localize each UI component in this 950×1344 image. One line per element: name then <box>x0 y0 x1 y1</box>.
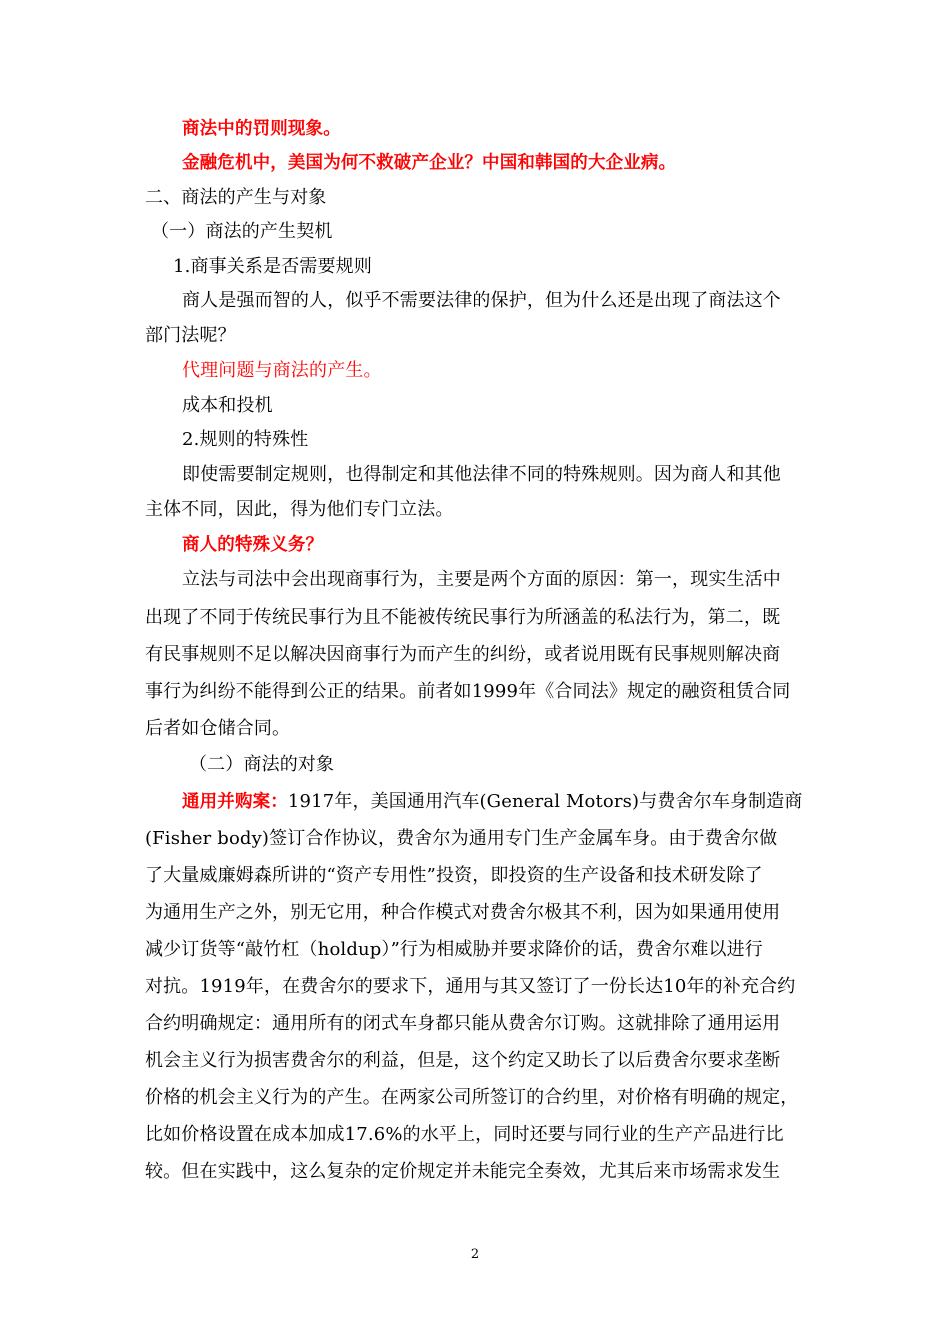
paragraph-line: 合约明确规定：通用所有的闭式车身都只能从费舍尔订购。这就排除了通用运用 <box>145 1013 781 1034</box>
paragraph-line: 机会主义行为损害费舍尔的利益，但是，这个约定又助长了以后费舍尔要求垄断 <box>145 1050 781 1071</box>
paragraph-line: 即使需要制定规则，也得制定和其他法律不同的特殊规则。因为商人和其他 <box>182 464 781 485</box>
page-number: 2 <box>470 1247 480 1262</box>
paragraph-line: 较。但在实践中，这么复杂的定价规定并未能完全奏效，尤其后来市场需求发生 <box>145 1161 781 1182</box>
paragraph-line: 对抗。1919年，在费舍尔的要求下，通用与其又签订了一份长达10年的补充合约 <box>145 976 796 997</box>
note-agency-problem: 代理问题与商法的产生。 <box>182 360 382 381</box>
paragraph-line: 出现了不同于传统民事行为且不能被传统民事行为所涵盖的私法行为，第二，既 <box>145 607 781 628</box>
paragraph-line: 减少订货等“敲竹杠（holdup）”行为相威胁并要求降价的话，费舍尔难以进行 <box>145 939 763 960</box>
paragraph-line: 事行为纠纷不能得到公正的结果。前者如1999年《合同法》规定的融资租赁合同 <box>145 681 791 702</box>
paragraph-line: (Fisher body)签订合作协议，费舍尔为通用专门生产金属车身。由于费舍尔做 <box>145 828 778 849</box>
paragraph-line: 价格的机会主义行为的产生。在两家公司所签订的合约里，对价格有明确的规定， <box>145 1087 799 1108</box>
case-title: 通用并购案： <box>182 792 288 812</box>
paragraph-line: 了大量威廉姆森所讲的“资产专用性”投资，即投资的生产设备和技术研发除了 <box>145 865 763 886</box>
paragraph-line: 成本和投机 <box>182 395 273 416</box>
note-merchant-duties: 商人的特殊义务？ <box>182 535 324 555</box>
paragraph-line: 立法与司法中会出现商事行为，主要是两个方面的原因：第一，现实生活中 <box>182 569 781 590</box>
note-financial-crisis: 金融危机中，美国为何不救破产企业？中国和韩国的大企业病。 <box>182 153 677 173</box>
point-heading: 2.规则的特殊性 <box>182 429 309 450</box>
paragraph-line <box>182 790 803 814</box>
point-heading: 1.商事关系是否需要规则 <box>173 256 372 277</box>
paragraph-line: 主体不同，因此，得为他们专门立法。 <box>145 499 454 520</box>
paragraph-line: 有民事规则不足以解决因商事行为而产生的纠纷，或者说用既有民事规则解决商 <box>145 644 781 665</box>
subsection-heading: （二）商法的对象 <box>189 754 335 775</box>
note-penalty-phenomenon: 商法中的罚则现象。 <box>182 119 341 139</box>
section-heading: 二、商法的产生与对象 <box>145 187 327 208</box>
case-text: 1917年，美国通用汽车(General Motors)与费舍尔车身制造商 <box>287 791 803 812</box>
paragraph-line: 后者如仓储合同。 <box>145 718 291 739</box>
paragraph-line: 为通用生产之外，别无它用，种合作模式对费舍尔极其不利，因为如果通用使用 <box>145 902 781 923</box>
subsection-heading: （一）商法的产生契机 <box>151 221 333 242</box>
paragraph-line: 比如价格设置在成本加成17.6%的水平上，同时还要与同行业的生产产品进行比 <box>145 1124 784 1145</box>
paragraph-line: 部门法呢？ <box>145 325 236 346</box>
paragraph-line: 商人是强而智的人，似乎不需要法律的保护，但为什么还是出现了商法这个 <box>182 290 781 311</box>
